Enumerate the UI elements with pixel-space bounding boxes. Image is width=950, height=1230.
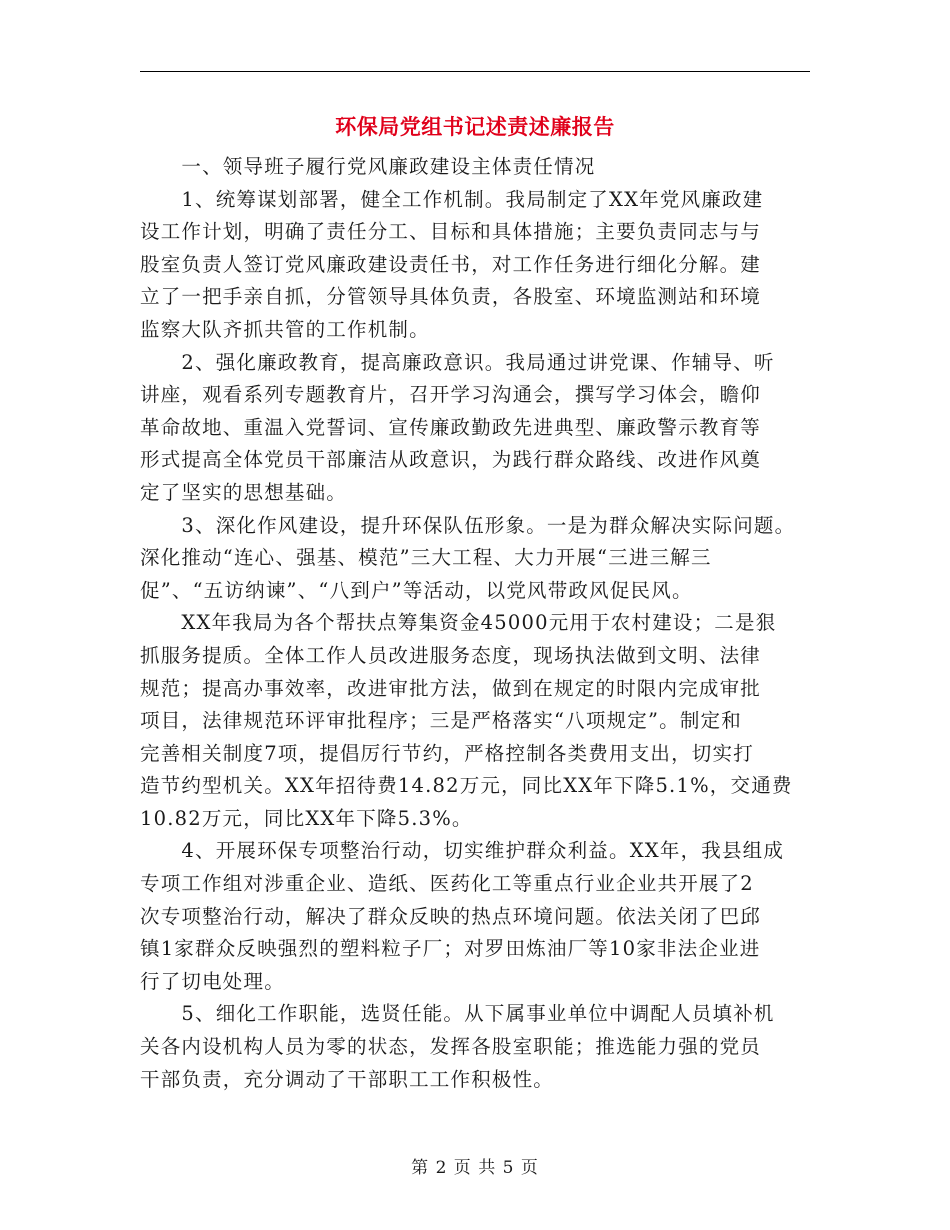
document-title: 环保局党组书记述责述廉报告	[335, 114, 615, 139]
body-text-line: 革命故地、重温入党誓词、宣传廉政勤政先进典型、廉政警示教育等	[140, 415, 762, 439]
body-text-line: 1、统筹谋划部署，健全工作机制。我局制定了XX年党风廉政建	[140, 187, 764, 211]
document-body	[140, 151, 812, 1096]
body-text-line: 5、细化工作职能，选贤任能。从下属事业单位中调配人员填补机	[140, 1002, 775, 1026]
body-text-line: 3、深化作风建设，提升环保队伍形象。一是为群众解决实际问题。	[140, 513, 796, 537]
body-text-line: 完善相关制度7项，提倡厉行节约，严格控制各类费用支出，切实打	[140, 741, 754, 765]
body-text-line: 专项工作组对涉重企业、造纸、医药化工等重点行业企业共开展了2	[140, 872, 754, 896]
body-text-line: 关各内设机构人员为零的状态，发挥各股室职能；推选能力强的党员	[140, 1035, 762, 1059]
body-text-line: 项目，法律规范环评审批程序；三是严格落实“八项规定”。制定和	[140, 709, 742, 733]
body-text-line: 一、领导班子履行党风廉政建设主体责任情况	[140, 155, 596, 178]
body-text-line: 监察大队齐抓共管的工作机制。	[140, 317, 430, 341]
body-text-line: 镇1家群众反映强烈的塑料粒子厂；对罗田炼油厂等10家非法企业进	[140, 937, 761, 961]
body-text-line: XX年我局为各个帮扶点筹集资金45000元用于农村建设；二是狠	[140, 611, 777, 635]
body-text-line: 10.82万元，同比XX年下降5.3%。	[140, 806, 473, 830]
body-text-line: 造节约型机关。XX年招待费14.82万元，同比XX年下降5.1%，交通费	[140, 774, 793, 798]
body-text-line: 干部负责，充分调动了干部职工工作积极性。	[140, 1067, 555, 1091]
body-text-line: 促”、“五访纳谏”、“八到户”等活动，以党风带政风促民风。	[140, 578, 693, 602]
body-text-line: 股室负责人签订党风廉政建设责任书，对工作任务进行细化分解。建	[140, 252, 762, 276]
body-text-line: 2、强化廉政教育，提高廉政意识。我局通过讲党课、作辅导、听	[140, 350, 775, 374]
body-text-line: 定了坚实的思想基础。	[140, 480, 348, 504]
body-text-line: 抓服务提质。全体工作人员改进服务态度，现场执法做到文明、法律	[140, 643, 762, 667]
body-text-line: 规范；提高办事效率，改进审批方法，做到在规定的时限内完成审批	[140, 676, 762, 700]
page-footer: 第 2 页 共 5 页	[411, 1158, 539, 1178]
body-text-line: 形式提高全体党员干部廉洁从政意识，为践行群众路线、改进作风奠	[140, 448, 762, 472]
body-text-line: 讲座，观看系列专题教育片，召开学习沟通会，撰写学习体会，瞻仰	[140, 383, 762, 407]
body-text-line: 立了一把手亲自抓，分管领导具体负责，各股室、环境监测站和环境	[140, 285, 762, 309]
body-text-line: 行了切电处理。	[140, 969, 285, 993]
body-text-line: 设工作计划，明确了责任分工、目标和具体措施；主要负责同志与与	[140, 220, 762, 244]
body-text-line: 4、开展环保专项整治行动，切实维护群众利益。XX年，我县组成	[140, 839, 785, 863]
header-rule	[140, 71, 810, 72]
body-text-line: 深化推动“连心、强基、模范”三大工程、大力开展“三进三解三	[140, 546, 712, 570]
body-text-line: 次专项整治行动，解决了群众反映的热点环境问题。依法关闭了巴邱	[140, 904, 762, 928]
